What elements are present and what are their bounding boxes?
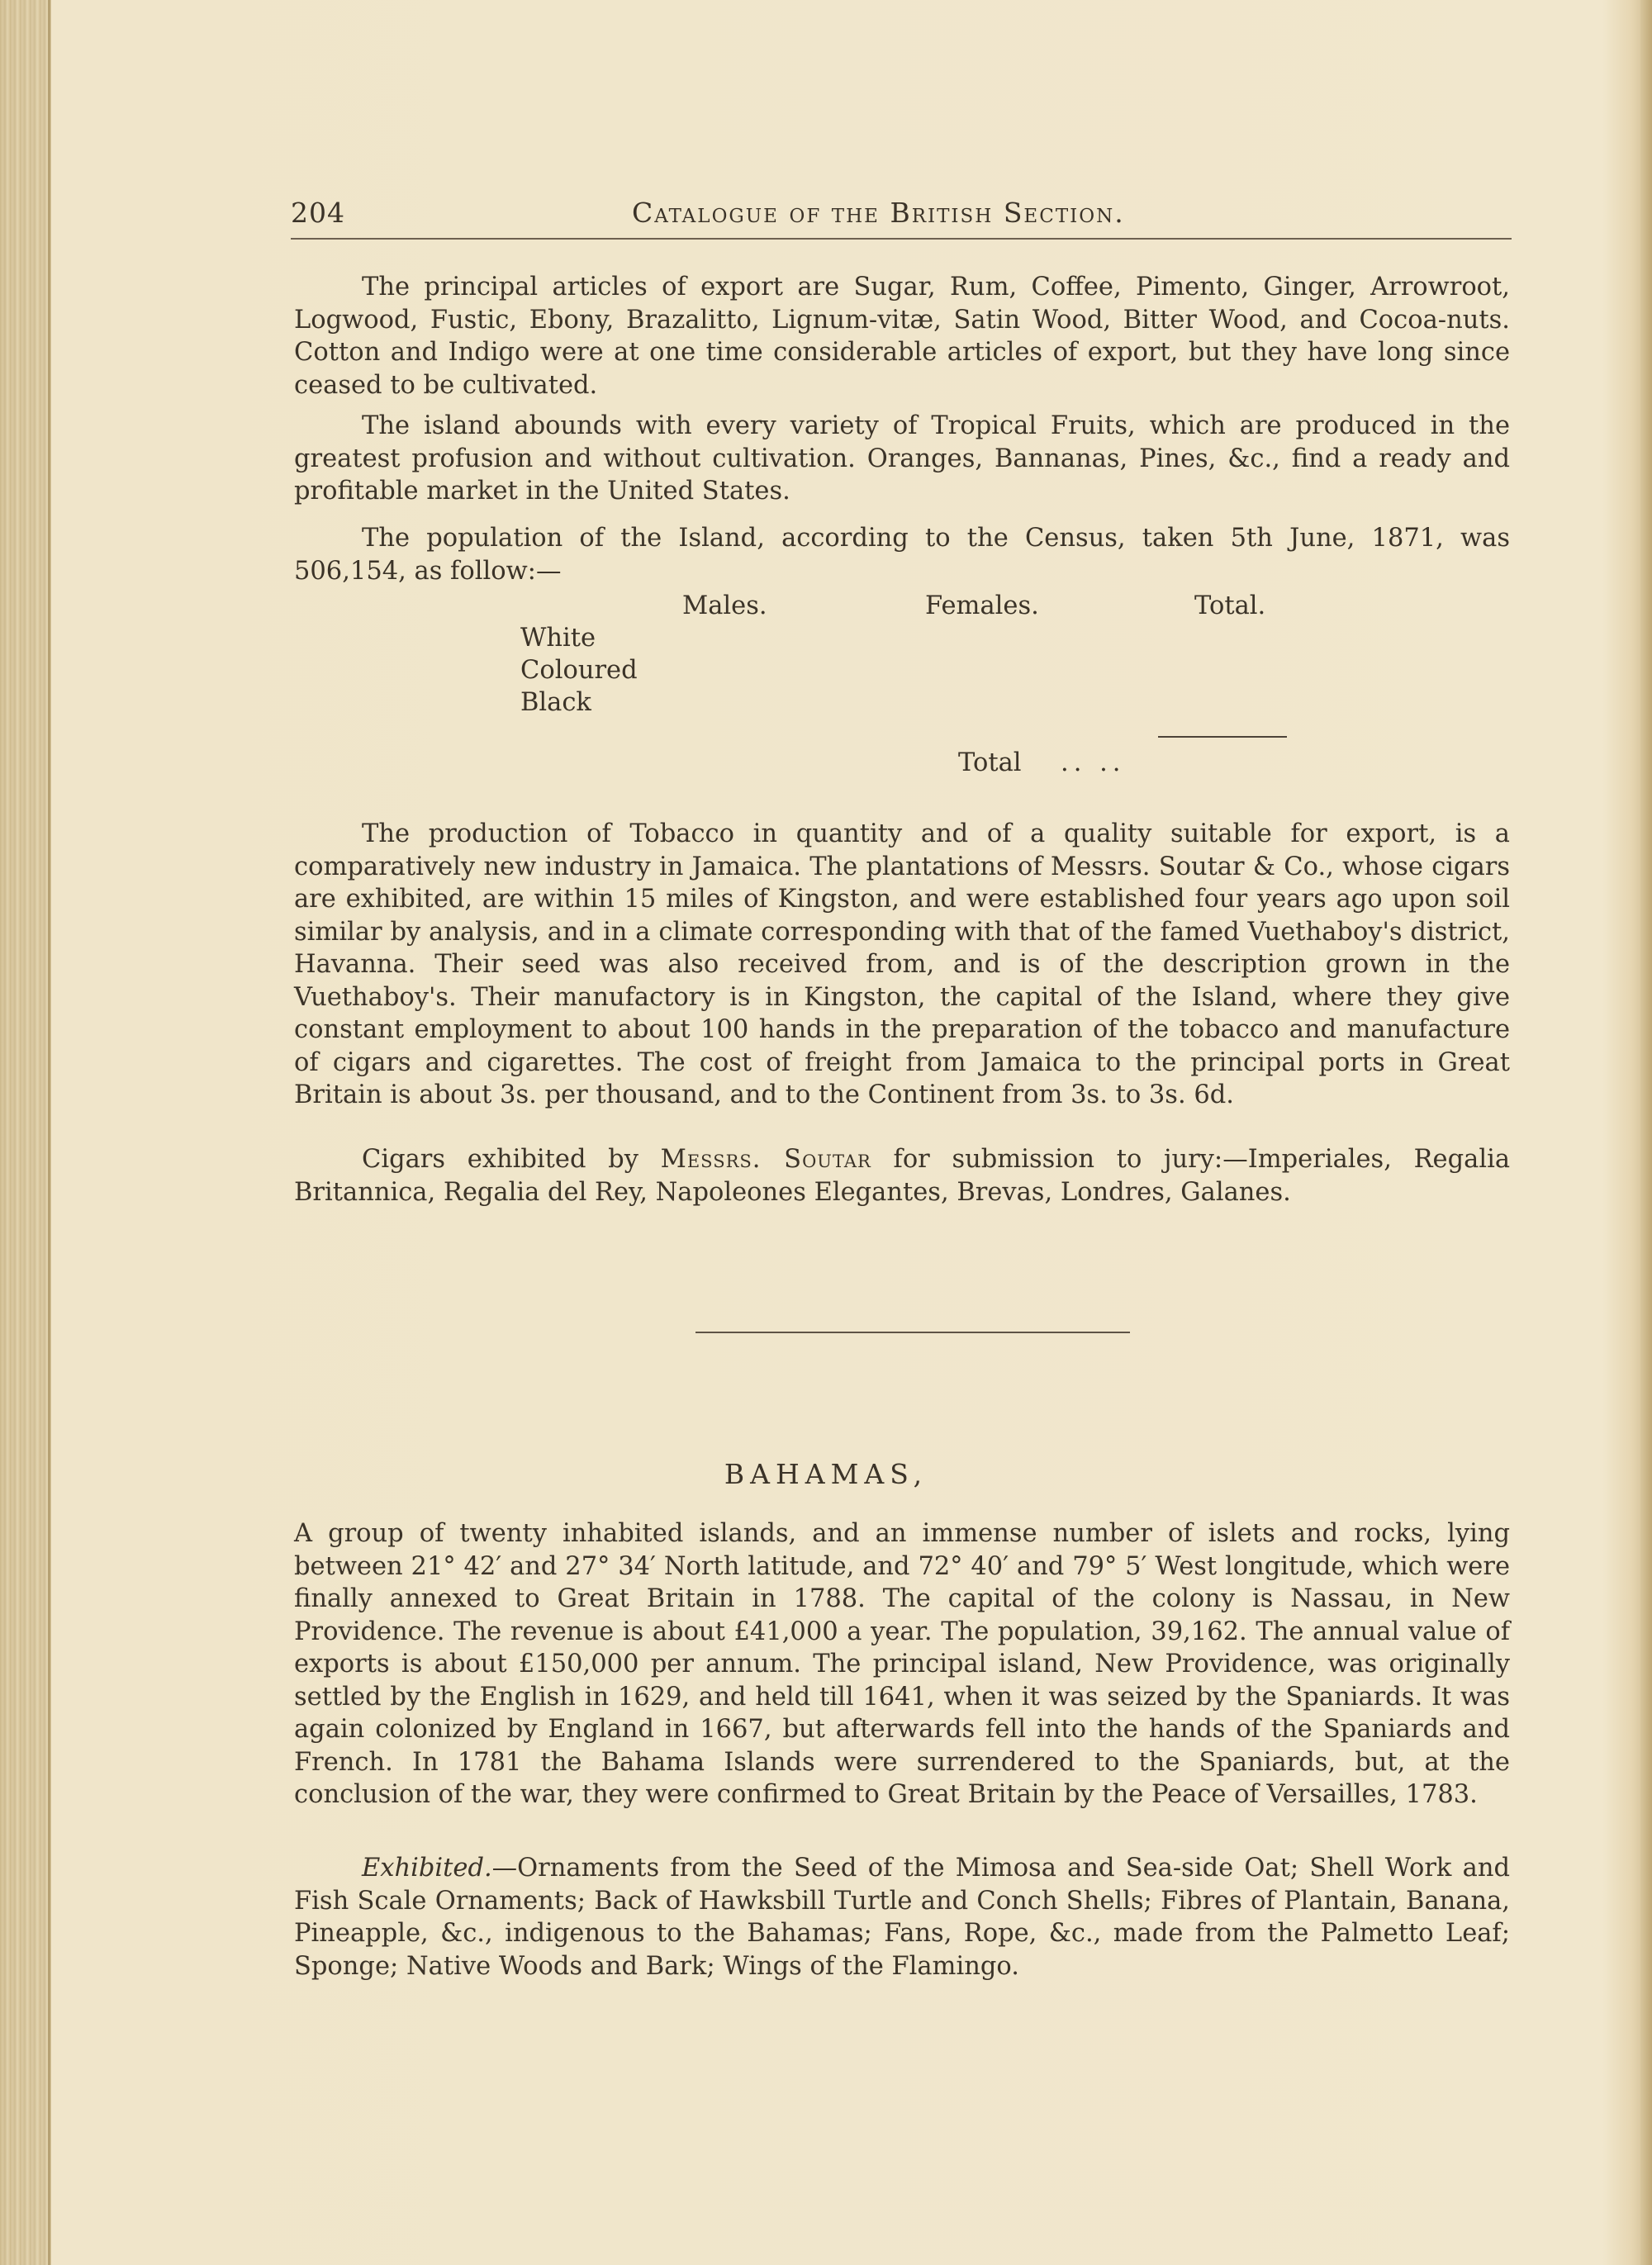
exhibited-label: Exhibited. bbox=[362, 1854, 492, 1883]
page-number: 204 bbox=[291, 197, 345, 229]
total-leader-dots: .. .. bbox=[1061, 748, 1126, 777]
cigars-lead: Cigars exhibited by bbox=[362, 1145, 638, 1174]
exhibited-list: —Ornaments from the Seed of the Mimosa and Sea-side Oat; Shell Work and Fish Scale Ornaments; Back of Hawksbill Turtle and Conch Shells; Fibres of Plantain, Banana, Pineapple, &c., indigenous to the Bahamas; Fans, Rope, &c., made from the Palmetto Leaf; Sponge; Native Woods and Bark; Wings of the Flamingo. bbox=[294, 1854, 1510, 1981]
column-header-males: Males. bbox=[682, 591, 767, 620]
exhibitor-name: Messrs. Soutar bbox=[660, 1145, 871, 1174]
total-label: Total bbox=[958, 748, 1022, 777]
cigars-list: for submission to jury:—Imperiales, Regalia Britannica, Regalia del Rey, Napoleones Elegantes, Brevas, Londres, Galanes. bbox=[294, 1145, 1511, 1207]
bahamas-description-paragraph: A group of twenty inhabited islands, and an immense number of islets and rocks, lying between 21° 42′ and 27° 34′ North latitude, and 72° 40′ and 79° 5′ West longitude, which were finally annexed to Great Britain in 1788. The capital of the colony is Nassau, in New Providence. The revenue is about £41,000 a year. The population, 39,162. The annual value of exports is about £150,000 per annum. The principal island, New Providence, was originally settled by the English in 1629, and held till 1641, when it was seized by the Spaniards. It was again colonized by England in 1667, but afterwards fell into the hands of the Spaniards and French. In 1781 the Bahama Islands were surrendered to the Spaniards, but, at the conclusion of the war, they were confirmed to Great Britain by the Peace of Versailles, 1783. bbox=[294, 1519, 1510, 1809]
row-label-coloured: Coloured bbox=[520, 656, 638, 685]
total-rule bbox=[1158, 736, 1287, 738]
row-label-black: Black bbox=[520, 688, 591, 717]
exports-paragraph: The principal articles of export are Sugar, Rum, Coffee, Pimento, Ginger, Arrowroot, Logwood, Fustic, Ebony, Brazalitto, Lignum-vitæ, Satin Wood, Bitter Wood, and Cocoa-nuts. Cotton and Indigo were at one time considerable articles of export, but they have long since ceased to be cultivated. bbox=[294, 273, 1510, 400]
running-head bbox=[291, 197, 1512, 238]
column-header-total: Total. bbox=[1194, 591, 1266, 620]
binding-edge bbox=[48, 0, 50, 2265]
section-divider bbox=[695, 1332, 1130, 1333]
column-header-females: Females. bbox=[925, 591, 1039, 620]
tobacco-paragraph: The production of Tobacco in quantity and of a quality suitable for export, is a comparatively new industry in Jamaica. The plantations of Messrs. Soutar & Co., whose cigars are exhibited, are within 15 miles of Kingston, and were established four years ago upon soil similar by analysis, and in a climate corresponding with that of the famed Vuethaboy's district, Havanna. Their seed was also received from, and is of the description grown in the Vuethaboy's. Their manufactory is in Kingston, the capital of the Island, where they give constant employment to about 100 hands in the preparation of the tobacco and manufacture of cigars and cigarettes. The cost of freight from Jamaica to the principal ports in Great Britain is about 3s. per thousand, and to the Continent from 3s. to 3s. 6d. bbox=[294, 819, 1510, 1109]
header-rule bbox=[291, 238, 1512, 240]
binding-gutter bbox=[0, 0, 51, 2265]
cigars-paragraph bbox=[294, 1143, 1510, 1208]
page-right-edge bbox=[1640, 0, 1652, 2265]
running-title: Catalogue of the British Section. bbox=[632, 197, 1125, 229]
bahamas-exhibited-paragraph bbox=[294, 1852, 1510, 1982]
population-intro-paragraph: The population of the Island, according to the Census, taken 5th June, 1871, was 506,154, as follow:— bbox=[294, 524, 1510, 586]
section-heading-bahamas: BAHAMAS, bbox=[724, 1458, 928, 1490]
fruits-paragraph: The island abounds with every variety of Tropical Fruits, which are produced in the greatest profusion and without cultivation. Oranges, Bannanas, Pines, &c., find a ready and profitable market in the United States. bbox=[294, 411, 1510, 506]
row-label-white: White bbox=[520, 624, 596, 653]
